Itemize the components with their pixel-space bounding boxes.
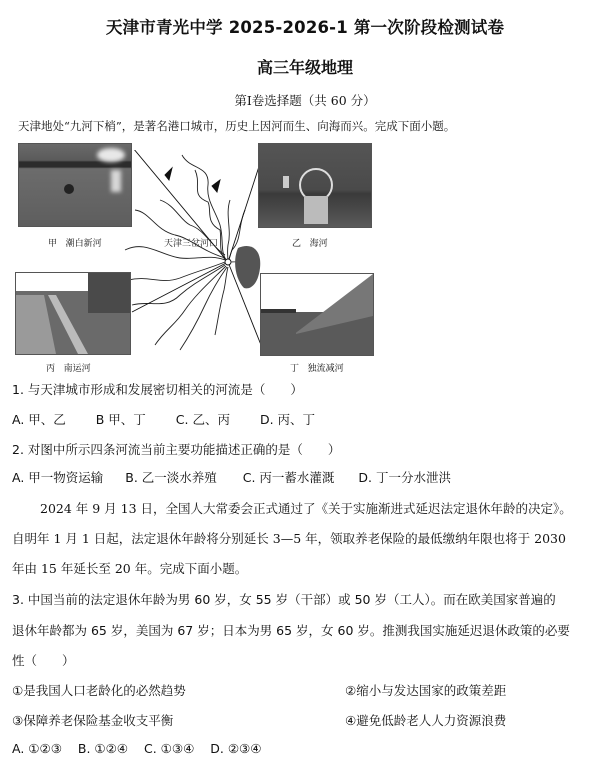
passage-line-2: 自明年 1 月 1 日起，法定退休年龄将分别延长 3—5 年，领取养老保险的最低缴纳年限也将于 2030: [12, 531, 566, 546]
option-c[interactable]: C. ①③④: [143, 741, 195, 756]
passage-line-1: 2024 年 9 月 13 日，全国人大常委会正式通过了《关于实施渐进式延迟法定退休年龄的决定》。: [40, 501, 572, 516]
option-d[interactable]: D. 丁一分水泄洪: [358, 470, 451, 485]
caption-code: 丙: [46, 364, 56, 374]
caption-code: 甲: [48, 239, 58, 249]
caption-jia: [48, 236, 102, 249]
caption-name: 独流减河: [307, 364, 344, 374]
arrow-to-bing: [132, 262, 228, 312]
statement-1: ①是我国人口老龄化的必然趋势: [12, 683, 186, 698]
question-3-line-1: 3. 中国当前的法定退休年龄为男 60 岁，女 55 岁（干部）或 50 岁（工人）。而在欧美国家普遍的: [12, 592, 556, 607]
caption-code: 丁: [290, 364, 300, 374]
river-line: [215, 267, 228, 335]
option-d[interactable]: D. ②③④: [210, 741, 262, 756]
passage-line-3: 年由 15 年延长至 20 年。完成下面小题。: [12, 561, 248, 576]
bohai-sea-shape: [235, 246, 260, 288]
option-d[interactable]: D. 丙、丁: [259, 412, 316, 427]
caption-ding: [290, 361, 344, 374]
river-line: [135, 210, 225, 258]
option-c[interactable]: C. 乙、丙: [175, 412, 230, 427]
caption-yi: [292, 236, 328, 249]
caption-bing: [46, 361, 91, 374]
confluence-marker: [225, 259, 231, 265]
river-line: [228, 200, 230, 262]
statement-4: ④避免低龄老人人力资源浪费: [345, 713, 507, 728]
question-3-line-2: 退休年龄都为 65 岁，美国为 67 岁；日本为男 65 岁，女 60 岁。推测我国实施延迟退休政策的必要: [12, 623, 570, 638]
option-b[interactable]: B. ①②④: [77, 741, 129, 756]
photo-yi: [258, 143, 372, 228]
caption-name: 潮白新河: [65, 239, 102, 249]
river-map: [120, 150, 270, 360]
photo-ding: [260, 273, 374, 356]
center-label: 天津三岔河口: [164, 239, 219, 249]
statement-2: ②缩小与发达国家的政策差距: [345, 683, 507, 698]
caption-name: 南运河: [63, 364, 91, 374]
exam-subtitle: 高三年级地理: [256, 58, 353, 77]
question-3-options: [12, 741, 261, 756]
lake-marker: [212, 180, 220, 192]
option-b[interactable]: B 甲、丁: [95, 412, 146, 427]
lake-marker: [165, 168, 172, 180]
question-1-options: [12, 410, 315, 428]
option-a[interactable]: A. 甲一物资运输: [12, 470, 104, 485]
option-c[interactable]: C. 丙一蓄水灌溉: [242, 470, 335, 485]
intro-text: 天津地处“九河下梢”，是著名港口城市，历史上因河而生、向海而兴。完成下面小题。: [18, 119, 456, 133]
caption-code: 乙: [292, 239, 302, 249]
question-1-stem: 1. 与天津城市形成和发展密切相关的河流是（ ）: [12, 382, 303, 397]
statement-3: ③保障养老保险基金收支平衡: [12, 713, 174, 728]
section-heading: 第Ⅰ卷选择题（共 60 分）: [234, 93, 376, 108]
question-2-stem: 2. 对图中所示四条河流当前主要功能描述正确的是（ ）: [12, 442, 341, 457]
option-a[interactable]: A. 甲、乙: [12, 412, 66, 427]
photo-bing: [15, 272, 131, 355]
question-3-line-3: 性（ ）: [12, 653, 75, 668]
photo-jia: [18, 143, 132, 227]
option-b[interactable]: B. 乙一淡水养殖: [125, 470, 217, 485]
exam-title: 天津市青光中学 2025-2026-1 第一次阶段检测试卷: [105, 18, 505, 37]
caption-name: 海河: [309, 239, 328, 249]
question-2-options: [12, 468, 451, 486]
option-a[interactable]: A. ①②③: [12, 741, 62, 756]
